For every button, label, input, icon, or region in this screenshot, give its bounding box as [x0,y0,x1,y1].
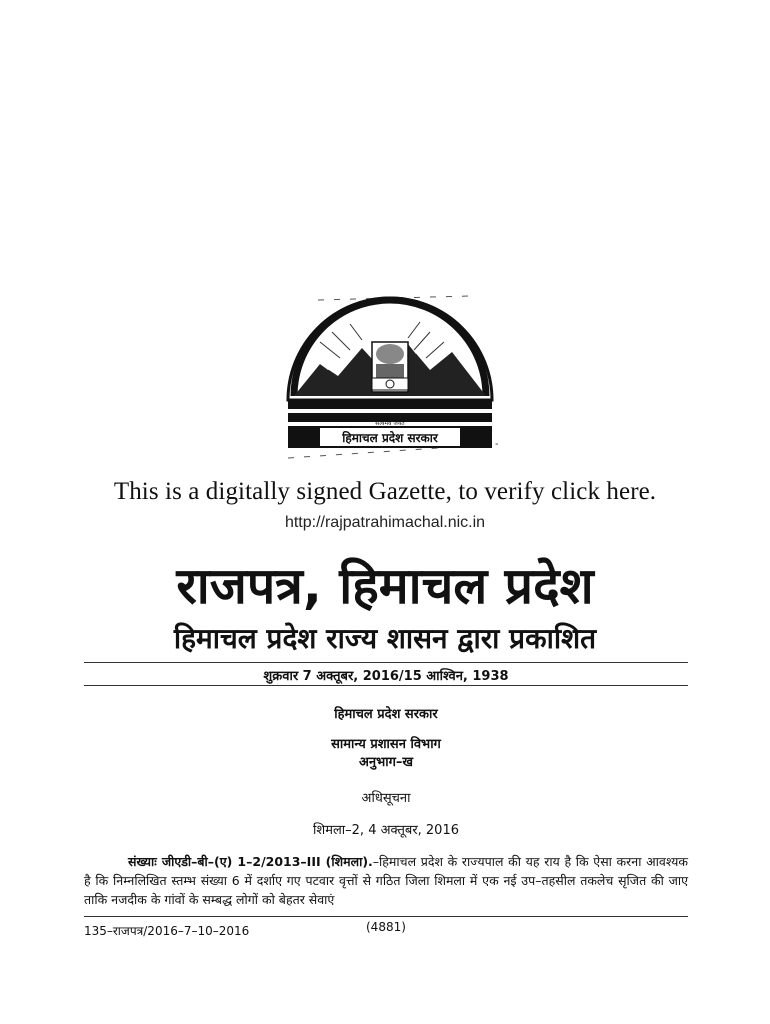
verify-url-link[interactable]: http://rajpatrahimachal.nic.in [284,514,486,531]
issue-date: शुक्रवार 7 अक्तूबर, 2016/15 आश्विन, 1938 [263,669,509,684]
emblem-motto: सत्यमेव जयते [375,420,405,427]
notice-number: संख्याः जीएडी–बी–(ए) 1–2/2013–III (शिमला). [128,854,373,869]
gazette-title: राजपत्र, हिमाचल प्रदेश [176,557,594,615]
gazette-subtitle: हिमाचल प्रदेश राज्य शासन द्वारा प्रकाशित [173,622,597,655]
emblem-label: हिमाचल प्रदेश सरकार [342,431,438,445]
verify-signature-link[interactable]: This is a digitally signed Gazette, to verify click here. [113,478,657,505]
page-number: (4881) [366,920,406,934]
date-rule [84,685,688,686]
notice-paragraph [84,852,688,909]
state-emblem [280,292,500,462]
notice-body: –हिमाचल प्रदेश के राज्यपाल की यह राय है कि ऐसा करना आवश्यक है कि निम्नलिखित स्तम्भ संख्या 6 में दर्शाए गए पटवार वृत्तों से गठित जिला शिमला में एक नई उप–तहसील तकलेच सृजित की जाए ताकि नजदीक के गांवों के सम्बद्ध लोगों को बेहतर सेवाएं [84,854,689,907]
notice-type: अधिसूचना [361,791,411,806]
notice-department: सामान्य प्रशासन विभाग [331,737,441,752]
notice-government: हिमाचल प्रदेश सरकार [334,707,438,722]
top-rule [84,662,688,663]
notice-section: अनुभाग–ख [358,755,414,770]
footer-rule [84,916,688,917]
footer-code: 135–राजपत्र/2016–7–10–2016 [84,924,250,938]
notice-place-date: शिमला–2, 4 अक्तूबर, 2016 [313,823,459,838]
